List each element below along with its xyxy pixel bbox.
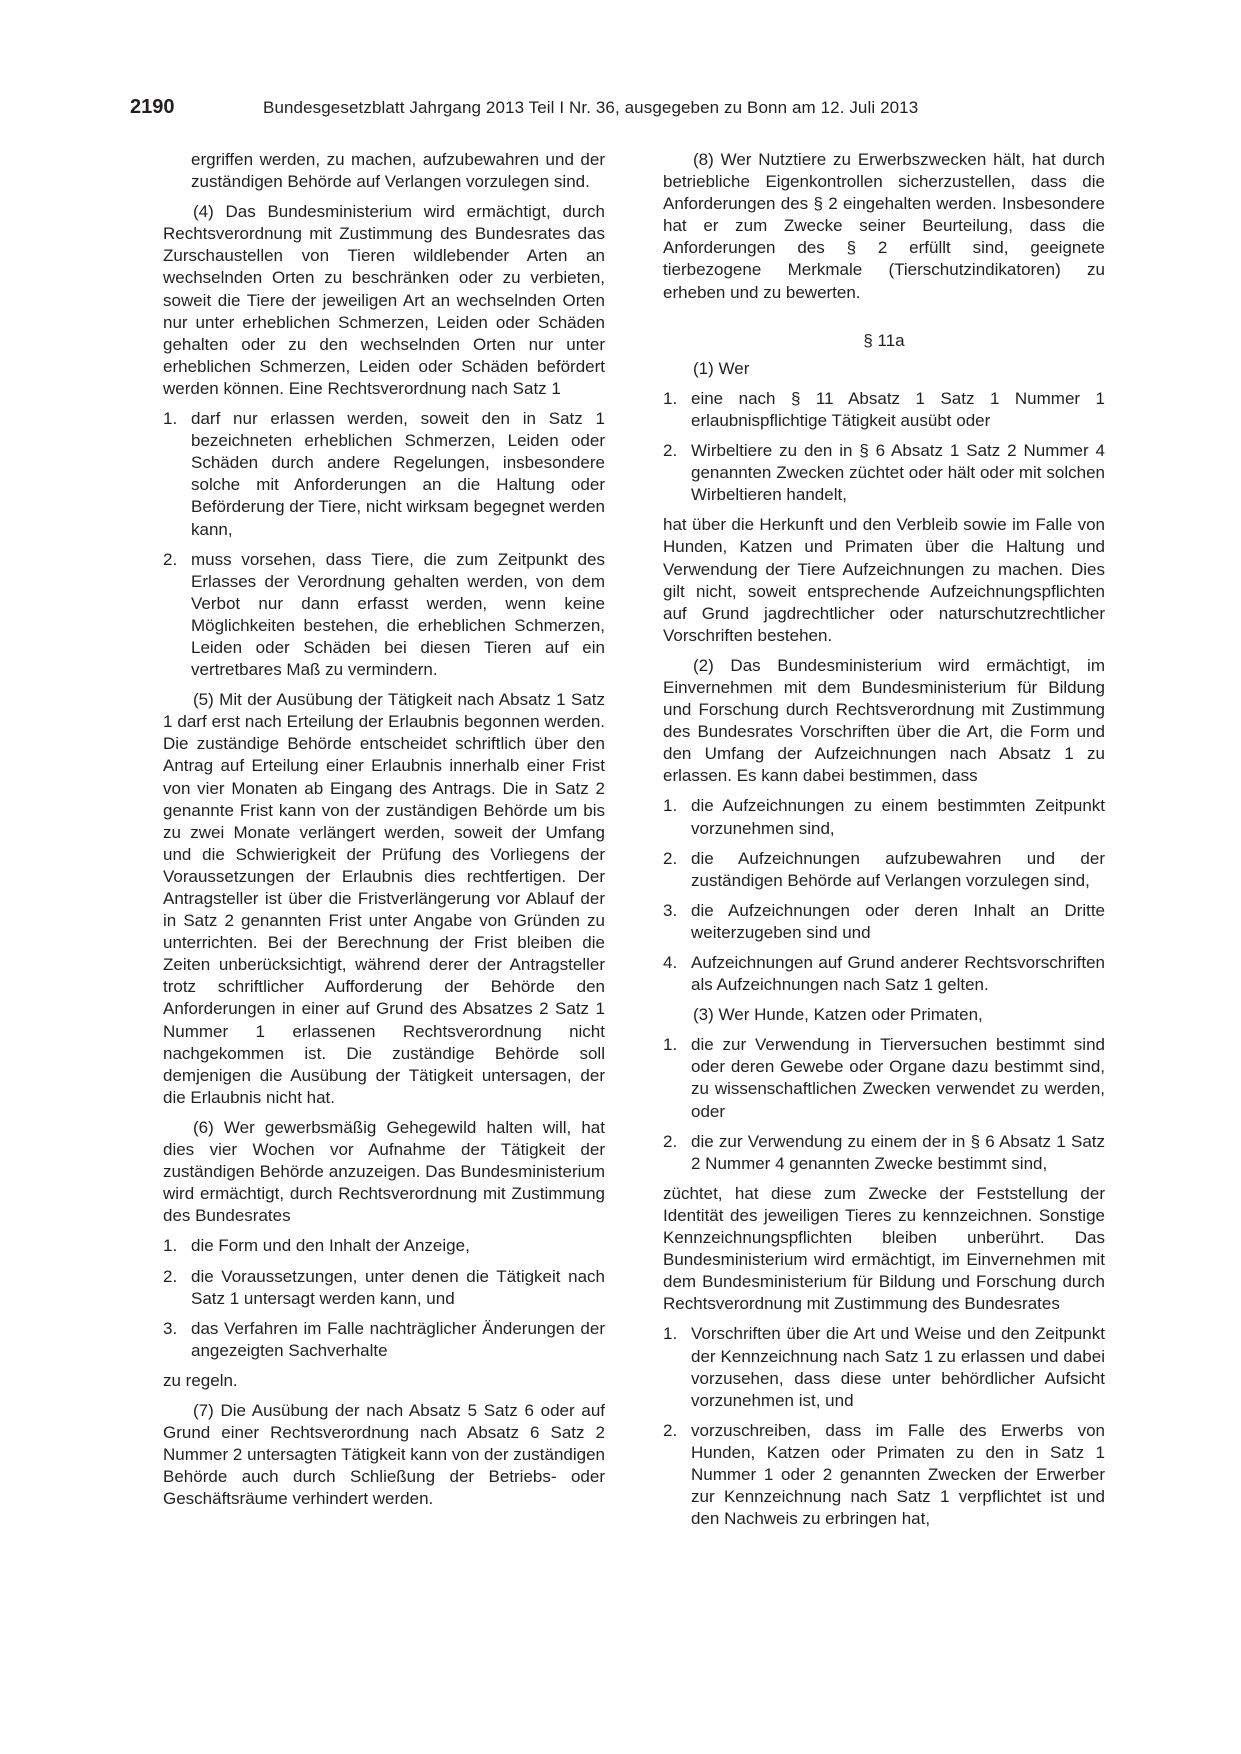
right-column: [663, 149, 1105, 1538]
list-item-number: 2.: [663, 441, 678, 461]
paragraph-5: (5) Mit der Ausübung der Tätigkeit nach Absatz 1 Satz 1 darf erst nach Erteilung der Erlaubnis begonnen werden. Die zuständige Behörde entscheidet schriftlich über den Antrag auf Erteilung einer Erlaubnis innerhalb einer Frist von vier Monaten ab Eingang des Antrags. Die in Satz 2 genannte Frist kann von der zuständigen Behörde um bis zu zwei Monate verlängert werden, soweit der Umfang und die Schwierigkeit der Prüfung des Vorliegens der Voraussetzungen der Erlaubnis dies rechtfertigen. Der Antragsteller ist über die Fristverlängerung vor Ablauf der in Satz 2 genannten Frist unter Angabe von Gründen zu unterrichten. Bei der Berechnung der Frist bleiben die Zeiten unberücksichtigt, während derer der Antragsteller trotz schriftlicher Aufforderung der Behörde den Anforderungen in einer auf Grund des Absatzes 2 Satz 1 Nummer 1 erlassenen Rechtsverordnung nicht nachgekommen ist. Die zuständige Behörde soll demjenigen die Ausübung der Tätigkeit untersagen, der die Erlaubnis nicht hat.: [163, 690, 605, 1107]
list-item-text: die Aufzeichnungen zu einem bestimmten Zeitpunkt vorzunehmen sind,: [691, 796, 1105, 838]
list-item-number: 1.: [163, 1236, 178, 1256]
list-item: [163, 1318, 605, 1362]
list-item-number: 2.: [663, 848, 678, 868]
list-item: [663, 900, 1105, 944]
list-item: [663, 1323, 1105, 1411]
section-heading: § 11a: [863, 330, 905, 350]
list-item: [663, 440, 1105, 506]
list-item-number: 4.: [663, 953, 678, 972]
paragraph-7: (7) Die Ausübung der nach Absatz 5 Satz 6 oder auf Grund einer Rechtsverordnung nach Absatz 6 Satz 2 Nummer 2 untersagten Tätigkeit kann von der zuständigen Behörde auch durch Schließung der Betriebs- oder Geschäftsräume verhindert werden.: [163, 1400, 605, 1509]
list-item: [663, 952, 1105, 996]
list-item-number: 3.: [163, 1318, 178, 1338]
section-3-end: züchtet, hat diese zum Zwecke der Feststellung der Identität des jeweiligen Tieres zu kennzeichnen. Sonstige Kennzeichnungspflichten bleiben unberührt. Das Bundesministerium wird ermächtigt, im Einvernehmen mit dem Bundesministerium für Bildung und Forschung durch Rechtsverordnung mit Zustimmung des Bundesrates: [663, 1183, 1105, 1314]
list-item-number: 2.: [163, 549, 178, 569]
list-item-text: die Voraussetzungen, unter denen die Tätigkeit nach Satz 1 untersagt werden kann, und: [191, 1266, 605, 1308]
section-1-list: [663, 388, 1105, 506]
paragraph-4-list: [163, 408, 605, 681]
list-item-text: die Aufzeichnungen aufzubewahren und der zuständigen Behörde auf Verlangen vorzulegen sind,: [691, 848, 1105, 890]
section-3-list-2: [663, 1323, 1105, 1530]
list-item-text: vorzuschreiben, dass im Falle des Erwerbs von Hunden, Katzen oder Primaten zu den in Satz 1 Nummer 1 oder 2 genannten Zwecken der Erwerber zur Kennzeichnung nach Satz 1 verpflichtet ist und den Nachweis zu erbringen hat,: [691, 1420, 1105, 1529]
list-item-number: 1.: [663, 1324, 678, 1344]
list-item-number: 1.: [163, 409, 178, 429]
page-number: 2190: [130, 96, 175, 118]
section-3-intro: (3) Wer Hunde, Katzen oder Primaten,: [693, 1005, 983, 1025]
list-item: [163, 1235, 605, 1257]
list-item: [663, 388, 1105, 432]
section-3-list: [663, 1034, 1105, 1175]
list-item-number: 1.: [663, 1035, 678, 1055]
list-item-number: 1.: [663, 388, 678, 408]
list-item-text: Wirbeltiere zu den in § 6 Absatz 1 Satz 2 Nummer 4 genannten Zwecken züchtet oder hält oder mit solchen Wirbeltieren handelt,: [691, 441, 1105, 505]
paragraph-4: (4) Das Bundesministerium wird ermächtigt, durch Rechtsverordnung mit Zustimmung des Bundesrates das Zurschaustellen von Tieren wildlebender Arten an wechselnden Orten zu beschränken oder zu verbieten, soweit die Tiere der jeweiligen Art an wechselnden Orten nur unter erheblichen Schmerzen, Leiden oder Schäden gehalten oder zu den wechselnden Orten nur unter erheblichen Schmerzen, Leiden oder Schäden befördert werden können. Eine Rechtsverordnung nach Satz 1: [163, 202, 605, 398]
paragraph-8: (8) Wer Nutztiere zu Erwerbszwecken hält, hat durch betriebliche Eigenkontrollen sicherzustellen, dass die Anforderungen des § 2 eingehalten werden. Insbesondere hat er zum Zwecke seiner Beurteilung, dass die Anforderungen des § 2 erfüllt sind, geeignete tierbezogene Merkmale (Tierschutzindikatoren) zu erheben und zu bewerten.: [663, 150, 1105, 302]
list-item-text: die zur Verwendung in Tierversuchen bestimmt sind oder deren Gewebe oder Organe dazu bestimmt sind, zu wissenschaftlichen Zwecken verwendet zu werden, oder: [691, 1035, 1105, 1121]
list-item: [663, 795, 1105, 839]
list-item: [663, 1131, 1105, 1175]
paragraph-6-end: zu regeln.: [163, 1370, 238, 1390]
list-item: [663, 1034, 1105, 1122]
page-header: [130, 96, 1110, 126]
continuation-text: ergriffen werden, zu machen, aufzubewahren und der zuständigen Behörde auf Verlangen vorzulegen sind.: [191, 150, 605, 192]
list-item: [163, 408, 605, 541]
list-item-text: die zur Verwendung zu einem der in § 6 Absatz 1 Satz 2 Nummer 4 genannten Zwecke bestimmt sind,: [691, 1131, 1105, 1173]
list-item: [663, 848, 1105, 892]
section-1-intro: (1) Wer: [693, 358, 750, 378]
list-item-number: 2.: [663, 1420, 678, 1440]
list-item-text: Vorschriften über die Art und Weise und den Zeitpunkt der Kennzeichnung nach Satz 1 zu erlassen und dabei vorzusehen, dass diese unter behördlicher Aufsicht vorzunehmen ist, und: [691, 1324, 1105, 1410]
list-item-text: die Aufzeichnungen oder deren Inhalt an Dritte weiterzugeben sind und: [691, 900, 1105, 942]
list-item-number: 3.: [663, 900, 678, 920]
paragraph-6: (6) Wer gewerbsmäßig Gehegewild halten will, hat dies vier Wochen vor Aufnahme der Tätigkeit der zuständigen Behörde anzuzeigen. Das Bundesministerium wird ermächtigt, durch Rechtsverordnung mit Zustimmung des Bundesrates: [163, 1117, 605, 1226]
section-2: (2) Das Bundesministerium wird ermächtigt, im Einvernehmen mit dem Bundesministerium für Bildung und Forschung durch Rechtsverordnung mit Zustimmung des Bundesrates Vorschriften über die Art, die Form und den Umfang der Aufzeichnungen nach Absatz 1 zu erlassen. Es kann dabei bestimmen, dass: [663, 655, 1105, 786]
paragraph-6-list: [163, 1235, 605, 1361]
section-1-end: hat über die Herkunft und den Verbleib sowie im Falle von Hunden, Katzen und Primaten über die Haltung und Verwendung der Tiere Aufzeichnungen zu machen. Dies gilt nicht, soweit entsprechende Aufzeichnungspflichten auf Grund jagdrechtlicher oder naturschutzrechtlicher Vorschriften bestehen.: [663, 515, 1105, 645]
list-item-text: die Form und den Inhalt der Anzeige,: [191, 1236, 470, 1256]
list-item-text: Aufzeichnungen auf Grund anderer Rechtsvorschriften als Aufzeichnungen nach Satz 1 gelten.: [691, 953, 1105, 995]
section-2-list: [663, 795, 1105, 996]
list-item-text: muss vorsehen, dass Tiere, die zum Zeitpunkt des Erlasses der Verordnung gehalten werden, von dem Verbot nur dann erfasst werden, wenn keine Möglichkeiten bestehen, die erheblichen Schmerzen, Leiden oder Schäden bei diesen Tieren auf ein vertretbares Maß zu vermindern.: [191, 549, 605, 680]
list-item-text: eine nach § 11 Absatz 1 Satz 1 Nummer 1 erlaubnispflichtige Tätigkeit ausübt oder: [691, 388, 1105, 430]
list-item: [663, 1420, 1105, 1530]
list-item: [163, 549, 605, 682]
left-column: [163, 149, 605, 1518]
list-item-text: das Verfahren im Falle nachträglicher Änderungen der angezeigten Sachverhalte: [191, 1318, 605, 1360]
list-item-number: 2.: [163, 1266, 178, 1286]
list-item-text: darf nur erlassen werden, soweit den in Satz 1 bezeichneten erheblichen Schmerzen, Leiden oder Schäden durch andere Regelungen, insbesondere solche mit Anforderungen an die Haltung oder Beförderung der Tiere, nicht wirksam begegnet werden kann,: [191, 409, 605, 539]
list-item-number: 2.: [663, 1131, 678, 1151]
list-item: [163, 1266, 605, 1310]
running-head: Bundesgesetzblatt Jahrgang 2013 Teil I Nr. 36, ausgegeben zu Bonn am 12. Juli 2013: [263, 98, 919, 117]
list-item-number: 1.: [663, 796, 678, 816]
